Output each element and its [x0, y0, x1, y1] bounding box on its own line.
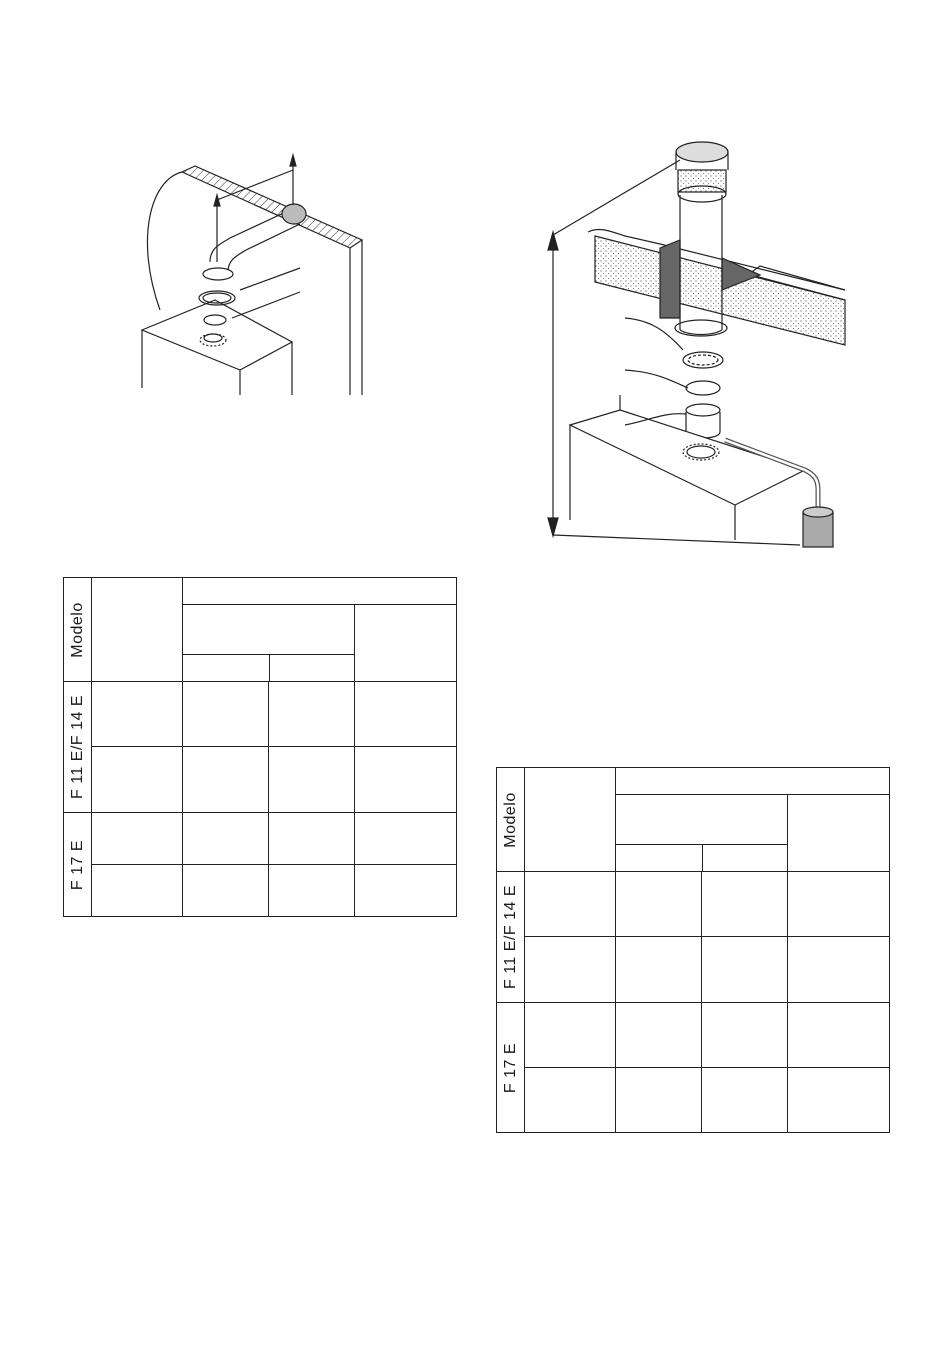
table-cell: [92, 813, 183, 865]
model-header-cell: [64, 578, 92, 682]
header-blank-cell: [92, 578, 183, 682]
table-cell: [269, 682, 355, 747]
model-label: F 17 E: [501, 1042, 519, 1093]
table-cell: [269, 813, 355, 865]
table-cell: [788, 872, 890, 937]
model-header: Modelo: [501, 791, 519, 848]
horizontal-flue-illustration: [130, 150, 380, 400]
table-cell: [702, 1003, 788, 1068]
header-group-cell: [616, 768, 890, 795]
table-cell: [355, 747, 457, 813]
subheader-cell: [183, 605, 355, 655]
model-group-cell: [497, 1003, 525, 1133]
model-group-cell: [64, 682, 92, 813]
subheader-cell: [616, 795, 788, 845]
table-cell: [616, 937, 702, 1003]
table-cell: [702, 1068, 788, 1133]
subheader-cell-right: [355, 605, 457, 682]
table-cell: [355, 682, 457, 747]
table-cell: [702, 872, 788, 937]
table-cell: [616, 1068, 702, 1133]
subheader-divider: [702, 845, 703, 872]
model-label: F 11 E/F 14 E: [501, 884, 519, 990]
table-cell: [183, 682, 269, 747]
table-cell: [702, 937, 788, 1003]
table-cell: [788, 1003, 890, 1068]
table-cell: [92, 747, 183, 813]
model-header: Modelo: [68, 601, 86, 658]
spec-table-right: [496, 767, 890, 1133]
table-cell: [269, 865, 355, 917]
vertical-flue-illustration: [540, 135, 850, 550]
table-cell: [183, 747, 269, 813]
table-cell: [92, 865, 183, 917]
header-group-cell: [183, 578, 457, 605]
table-cell: [616, 872, 702, 937]
model-header-cell: [497, 768, 525, 872]
subheader-divider: [269, 655, 270, 682]
header-blank-cell: [525, 768, 616, 872]
table-cell: [525, 1003, 616, 1068]
table-cell: [355, 813, 457, 865]
table-cell: [616, 1003, 702, 1068]
table-cell: [525, 1068, 616, 1133]
subheader-cell-right: [788, 795, 890, 872]
model-group-cell: [497, 872, 525, 1003]
spec-table-left: [63, 577, 457, 917]
model-group-cell: [64, 813, 92, 917]
table-cell: [525, 872, 616, 937]
table-cell: [269, 747, 355, 813]
table-cell: [92, 682, 183, 747]
table-cell: [525, 937, 616, 1003]
table-cell: [788, 937, 890, 1003]
table-cell: [788, 1068, 890, 1133]
table-cell: [355, 865, 457, 917]
model-label: F 17 E: [68, 839, 86, 890]
table-cell: [183, 813, 269, 865]
model-label: F 11 E/F 14 E: [68, 694, 86, 800]
table-cell: [183, 865, 269, 917]
